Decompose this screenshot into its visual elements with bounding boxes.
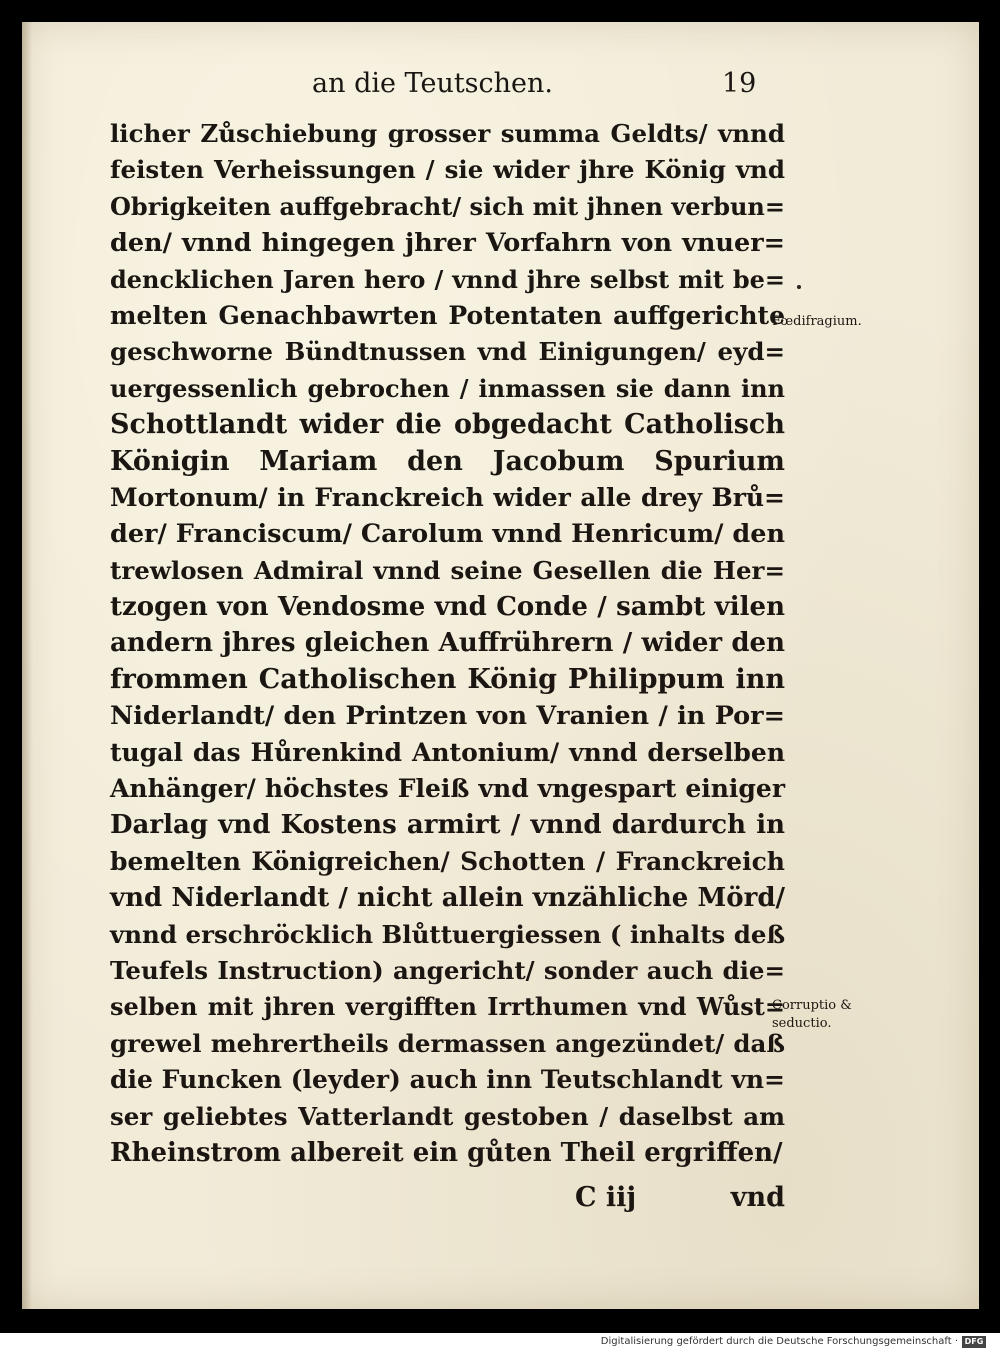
- catchline: [110, 1178, 785, 1218]
- text-line: grewel mehrertheils dermassen angezündet/ daß: [110, 1028, 785, 1058]
- body-text: [110, 116, 785, 1171]
- text-line: die Funcken (leyder) auch inn Teutschlandt vn=: [110, 1065, 785, 1095]
- marginal-note-text: Fœdifragium.: [772, 314, 862, 329]
- text-line: Anhänger/ höchstes Fleiß vnd vngespart einiger: [110, 774, 785, 804]
- marginal-note-line: Corruptio &: [772, 998, 852, 1013]
- text-line: Niderlandt/ den Printzen von Vranien / in Por=: [110, 701, 785, 732]
- signature-mark: C iij: [575, 1182, 637, 1213]
- text-line: ser geliebtes Vatterlandt gestoben / daselbst am: [110, 1101, 785, 1131]
- text-line: Obrigkeiten auffgebracht/ sich mit jhnen verbun=: [110, 191, 785, 221]
- text-line: vnd Niderlandt / nicht allein vnzähliche Mörd/: [110, 883, 785, 914]
- text-line: feisten Verheissungen / sie wider jhre König vnd: [110, 155, 785, 185]
- margin-dot: [797, 285, 801, 289]
- text-line: uergessenlich gebrochen / inmassen sie dann inn: [110, 373, 785, 403]
- text-line: dencklichen Jaren hero / vnnd jhre selbst mit be=: [110, 264, 785, 294]
- text-line: licher Zůschiebung grosser summa Geldts/ vnnd: [110, 119, 785, 148]
- catchword: vnd: [730, 1182, 785, 1213]
- page-number: 19: [722, 68, 757, 99]
- text-line: Mortonum/ in Franckreich wider alle drey Brů=: [110, 482, 785, 512]
- book-page: [22, 22, 979, 1309]
- text-line: trewlosen Admiral vnnd seine Gesellen die Her=: [110, 555, 785, 585]
- dfg-logo-icon: DFG: [962, 1336, 986, 1348]
- text-line: Königin Mariam den Jacobum Spurium: [110, 445, 785, 477]
- text-line: Schottlandt wider die obgedacht Catholisch: [110, 409, 785, 441]
- text-line: der/ Franciscum/ Carolum vnnd Henricum/ den: [110, 519, 785, 550]
- text-line: vnnd erschröcklich Blůttuergiessen ( inhalts deß: [110, 919, 786, 949]
- text-line: andern jhres gleichen Auffrührern / wider den: [110, 628, 785, 659]
- marginal-note-foedifragium: [772, 313, 862, 331]
- text-line: tzogen von Vendosme vnd Conde / sambt vilen: [110, 592, 785, 623]
- text-line: tugal das Hůrenkind Antonium/ vnnd derselben: [110, 737, 785, 767]
- text-line: den/ vnnd hingegen jhrer Vorfahrn von vnuer=: [110, 228, 785, 259]
- marginal-note-line: seductio.: [772, 1016, 832, 1031]
- text-line: bemelten Königreichen/ Schotten / Franckreich: [110, 846, 785, 876]
- text-line: Teufels Instruction) angericht/ sonder auch die=: [110, 955, 785, 985]
- text-line: Darlag vnd Kostens armirt / vnnd dardurch in: [110, 810, 785, 841]
- text-line: selben mit jhren vergifften Irrthumen vnd Wůst=: [110, 992, 785, 1022]
- text-line: melten Genachbawrten Potentaten auffgerichte: [110, 300, 785, 330]
- marginal-note-corruptio: [772, 997, 852, 1033]
- text-line: Rheinstrom albereit ein gůten Theil ergriffen/: [110, 1137, 783, 1168]
- running-head: an die Teutschen.: [312, 68, 553, 99]
- text-line: geschworne Bündtnussen vnd Einigungen/ eyd=: [110, 337, 785, 367]
- credit-text: Digitalisierung gefördert durch die Deutsche Forschungsgemeinschaft ·: [600, 1336, 958, 1347]
- text-line: frommen Catholischen König Philippum inn: [110, 663, 785, 695]
